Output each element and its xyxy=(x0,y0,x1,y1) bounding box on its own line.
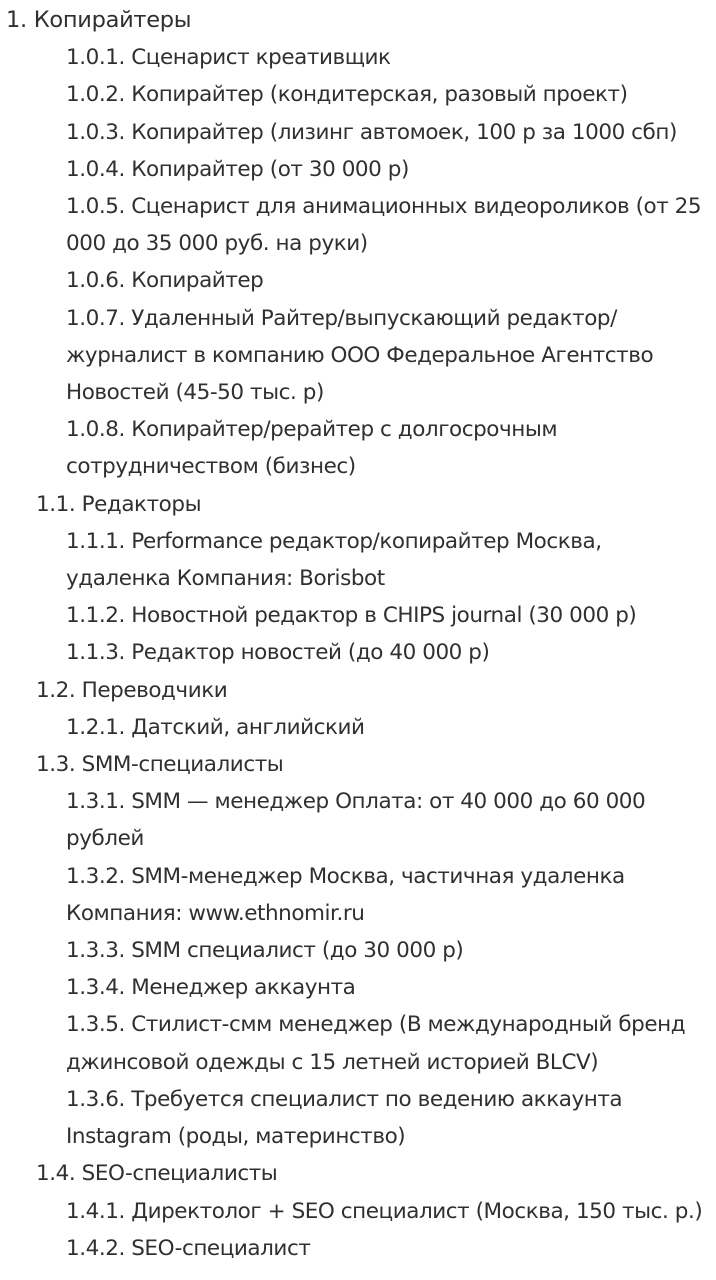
toc-title: Performance редактор/копирайтер Москва, удаленка Компания: Borisbot xyxy=(66,528,602,592)
toc-link[interactable] xyxy=(0,709,716,746)
toc-link[interactable] xyxy=(0,932,716,969)
toc-link[interactable] xyxy=(0,523,716,597)
toc-link[interactable] xyxy=(0,1081,716,1155)
toc-title: Директолог + SEO специалист (Москва, 150 тыс. р.) xyxy=(131,1198,703,1224)
toc-number: 1.0.2. xyxy=(66,82,125,108)
toc-title: Копирайтеры xyxy=(33,7,192,33)
toc-link[interactable] xyxy=(0,188,716,262)
toc-number: 1.4.1. xyxy=(66,1198,125,1224)
toc-number: 1.1.3. xyxy=(66,640,125,666)
toc-title: Менеджер аккаунта xyxy=(131,975,356,1001)
toc-link[interactable] xyxy=(0,1006,716,1080)
toc-number: 1.0.1. xyxy=(66,45,125,71)
toc-number: 1.0.4. xyxy=(66,156,125,182)
toc-title: Удаленный Райтер/выпускающий редактор/ журналист в компанию ООО Федеральное Агентство Новостей (45-50 тыс. р) xyxy=(66,305,654,406)
toc-title: Требуется специалист по ведению аккаунта Instagram (роды, материнство) xyxy=(66,1086,623,1150)
toc-link[interactable] xyxy=(0,783,716,857)
toc-number: 1.3.4. xyxy=(66,975,125,1001)
toc-number: 1.1.2. xyxy=(66,603,125,629)
toc-number: 1.3.5. xyxy=(66,1012,125,1038)
toc-number: 1.2. xyxy=(36,677,76,703)
toc-link[interactable] xyxy=(0,151,716,188)
toc-number: 1. xyxy=(6,7,27,33)
toc-number: 1.0.3. xyxy=(66,119,125,145)
toc-link[interactable] xyxy=(0,1230,716,1267)
toc-link[interactable] xyxy=(0,76,716,113)
toc-number: 1.1.1. xyxy=(66,528,125,554)
toc-title: Сценарист для анимационных видеороликов (от 25 000 до 35 000 руб. на руки) xyxy=(66,194,702,257)
toc-title: SMM-менеджер Москва, частичная удаленка Компания: www.ethnomir.ru xyxy=(66,863,625,926)
toc-title: Редакторы xyxy=(81,491,202,517)
toc-title: Сценарист креативщик xyxy=(131,45,391,71)
toc-title: Переводчики xyxy=(81,677,228,703)
toc-link[interactable] xyxy=(0,1193,716,1230)
toc-link[interactable] xyxy=(0,672,716,709)
toc-number: 1.3.1. xyxy=(66,789,125,815)
toc-link[interactable] xyxy=(0,300,716,412)
toc-link[interactable] xyxy=(0,1155,716,1192)
toc-title: Стилист-смм менеджер (В международный бренд джинсовой одежды с 15 летней историей BLCV) xyxy=(66,1012,686,1075)
toc-number: 1.3. xyxy=(36,752,76,778)
toc-link[interactable] xyxy=(0,411,716,485)
toc-link[interactable] xyxy=(0,746,716,783)
toc-number: 1.3.3. xyxy=(66,938,125,964)
toc-number: 1.0.8. xyxy=(66,417,125,443)
toc-number: 1.2.1. xyxy=(66,714,125,740)
toc-link[interactable] xyxy=(0,114,716,151)
toc-title: SMM специалист (до 30 000 р) xyxy=(131,938,464,964)
toc-title: SEO-специалист xyxy=(131,1235,311,1261)
toc-link[interactable] xyxy=(0,262,716,299)
toc-number: 1.0.7. xyxy=(66,305,125,331)
toc-number: 1.3.2. xyxy=(66,863,125,889)
toc-title: Копирайтер xyxy=(131,268,264,294)
toc-link[interactable] xyxy=(0,486,716,523)
toc-link[interactable] xyxy=(0,634,716,671)
toc-title: Копирайтер (лизинг автомоек, 100 р за 1000 сбп) xyxy=(131,119,677,145)
toc-link[interactable] xyxy=(0,858,716,932)
toc-number: 1.4. xyxy=(36,1161,76,1187)
toc-title: SEO-специалисты xyxy=(81,1161,278,1187)
toc-number: 1.0.6. xyxy=(66,268,125,294)
toc-title: Новостной редактор в CHIPS journal (30 000 р) xyxy=(131,603,637,629)
toc-title: SMM-специалисты xyxy=(81,752,284,778)
toc-link[interactable] xyxy=(0,39,716,76)
toc-title: Датский, английский xyxy=(131,714,365,740)
toc-link[interactable] xyxy=(0,969,716,1006)
toc-link[interactable] xyxy=(0,597,716,634)
toc-number: 1.3.6. xyxy=(66,1086,125,1112)
toc-title: Копирайтер (от 30 000 р) xyxy=(131,156,409,182)
toc-title: Копирайтер (кондитерская, разовый проект) xyxy=(131,82,628,108)
toc-number: 1.0.5. xyxy=(66,194,125,220)
toc-title: SMM — менеджер Оплата: от 40 000 до 60 000 рублей xyxy=(66,789,646,852)
toc-title: Редактор новостей (до 40 000 р) xyxy=(131,640,490,666)
toc-title: Копирайтер/рерайтер с долгосрочным сотрудничеством (бизнес) xyxy=(66,417,558,480)
toc-number: 1.1. xyxy=(36,491,76,517)
toc-number: 1.4.2. xyxy=(66,1235,125,1261)
toc-link[interactable] xyxy=(0,2,716,39)
